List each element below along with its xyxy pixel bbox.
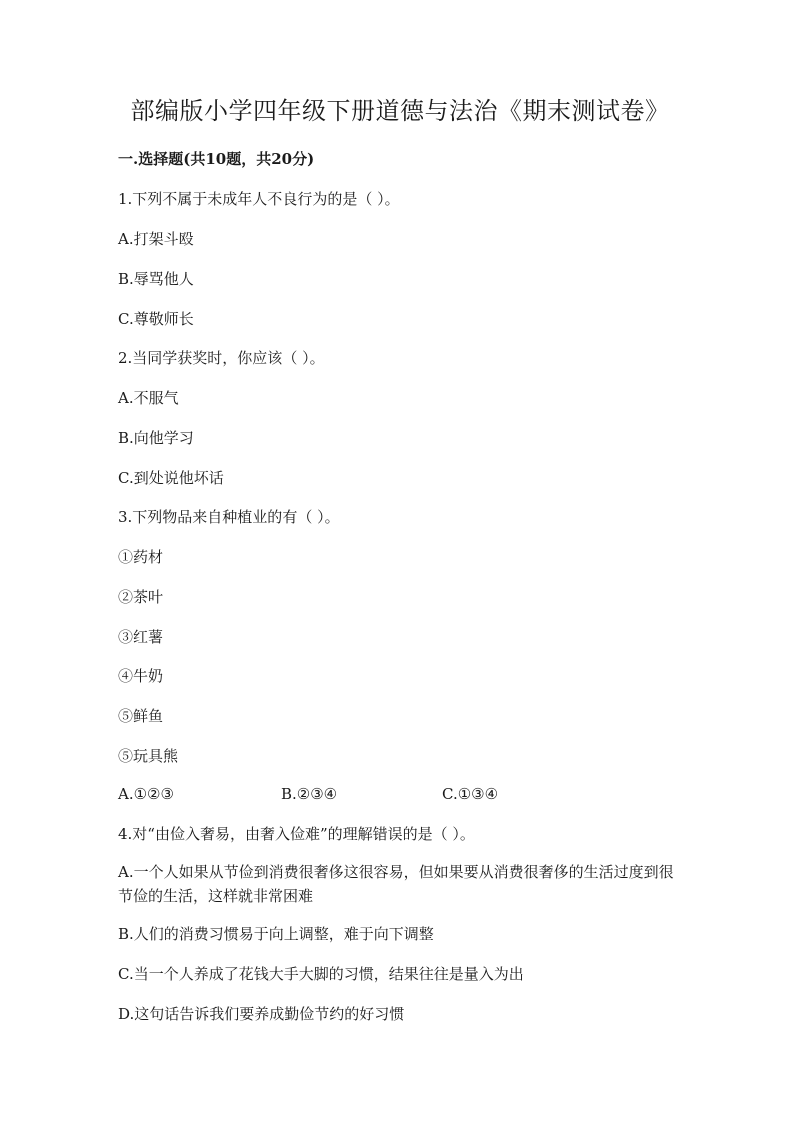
question-1-option-c: C.尊敬师长: [118, 310, 194, 328]
page-title: 部编版小学四年级下册道德与法治《期末测试卷》: [130, 97, 670, 125]
question-3-item-6: ⑤玩具熊: [118, 747, 179, 765]
question-3-options-row: [118, 783, 678, 805]
question-3-item-2: ②茶叶: [118, 588, 164, 606]
question-4-stem: 4.对“由俭入奢易，由奢入俭难”的理解错误的是（ ）。: [118, 825, 475, 843]
question-3-item-4: ④牛奶: [118, 667, 164, 685]
question-2-option-b: B.向他学习: [118, 429, 194, 447]
question-3-item-5: ⑤鲜鱼: [118, 707, 164, 725]
question-2-stem: 2.当同学获奖时，你应该（ ）。: [118, 349, 325, 367]
question-1-option-b: B.辱骂他人: [118, 270, 194, 288]
question-4-option-a: A.一个人如果从节俭到消费很奢侈这很容易，但如果要从消费很奢侈的生活过度到很节俭的生活，这样就非常困难: [118, 863, 674, 905]
question-4-option-d: D.这句话告诉我们要养成勤俭节约的好习惯: [118, 1005, 405, 1023]
question-1-stem: 1.下列不属于未成年人不良行为的是（ ）。: [118, 190, 400, 208]
question-1-option-a: A.打架斗殴: [118, 230, 194, 248]
question-4-option-c: C.当一个人养成了花钱大手大脚的习惯，结果往往是量入为出: [118, 965, 524, 983]
question-2-option-a: A.不服气: [118, 389, 179, 407]
question-4-option-b: B.人们的消费习惯易于向上调整，难于向下调整: [118, 925, 434, 943]
question-3-option-b: B.②③④: [281, 785, 338, 803]
question-2-option-c: C.到处说他坏话: [118, 469, 224, 487]
question-3-option-c: C.①③④: [442, 785, 499, 803]
question-3-stem: 3.下列物品来自种植业的有（ ）。: [118, 508, 340, 526]
section-heading: 一.选择题(共10题，共20分): [118, 150, 315, 168]
question-3-item-1: ①药材: [118, 548, 164, 566]
question-3-item-3: ③红薯: [118, 628, 164, 646]
question-3-option-a: A.①②③: [118, 785, 174, 803]
